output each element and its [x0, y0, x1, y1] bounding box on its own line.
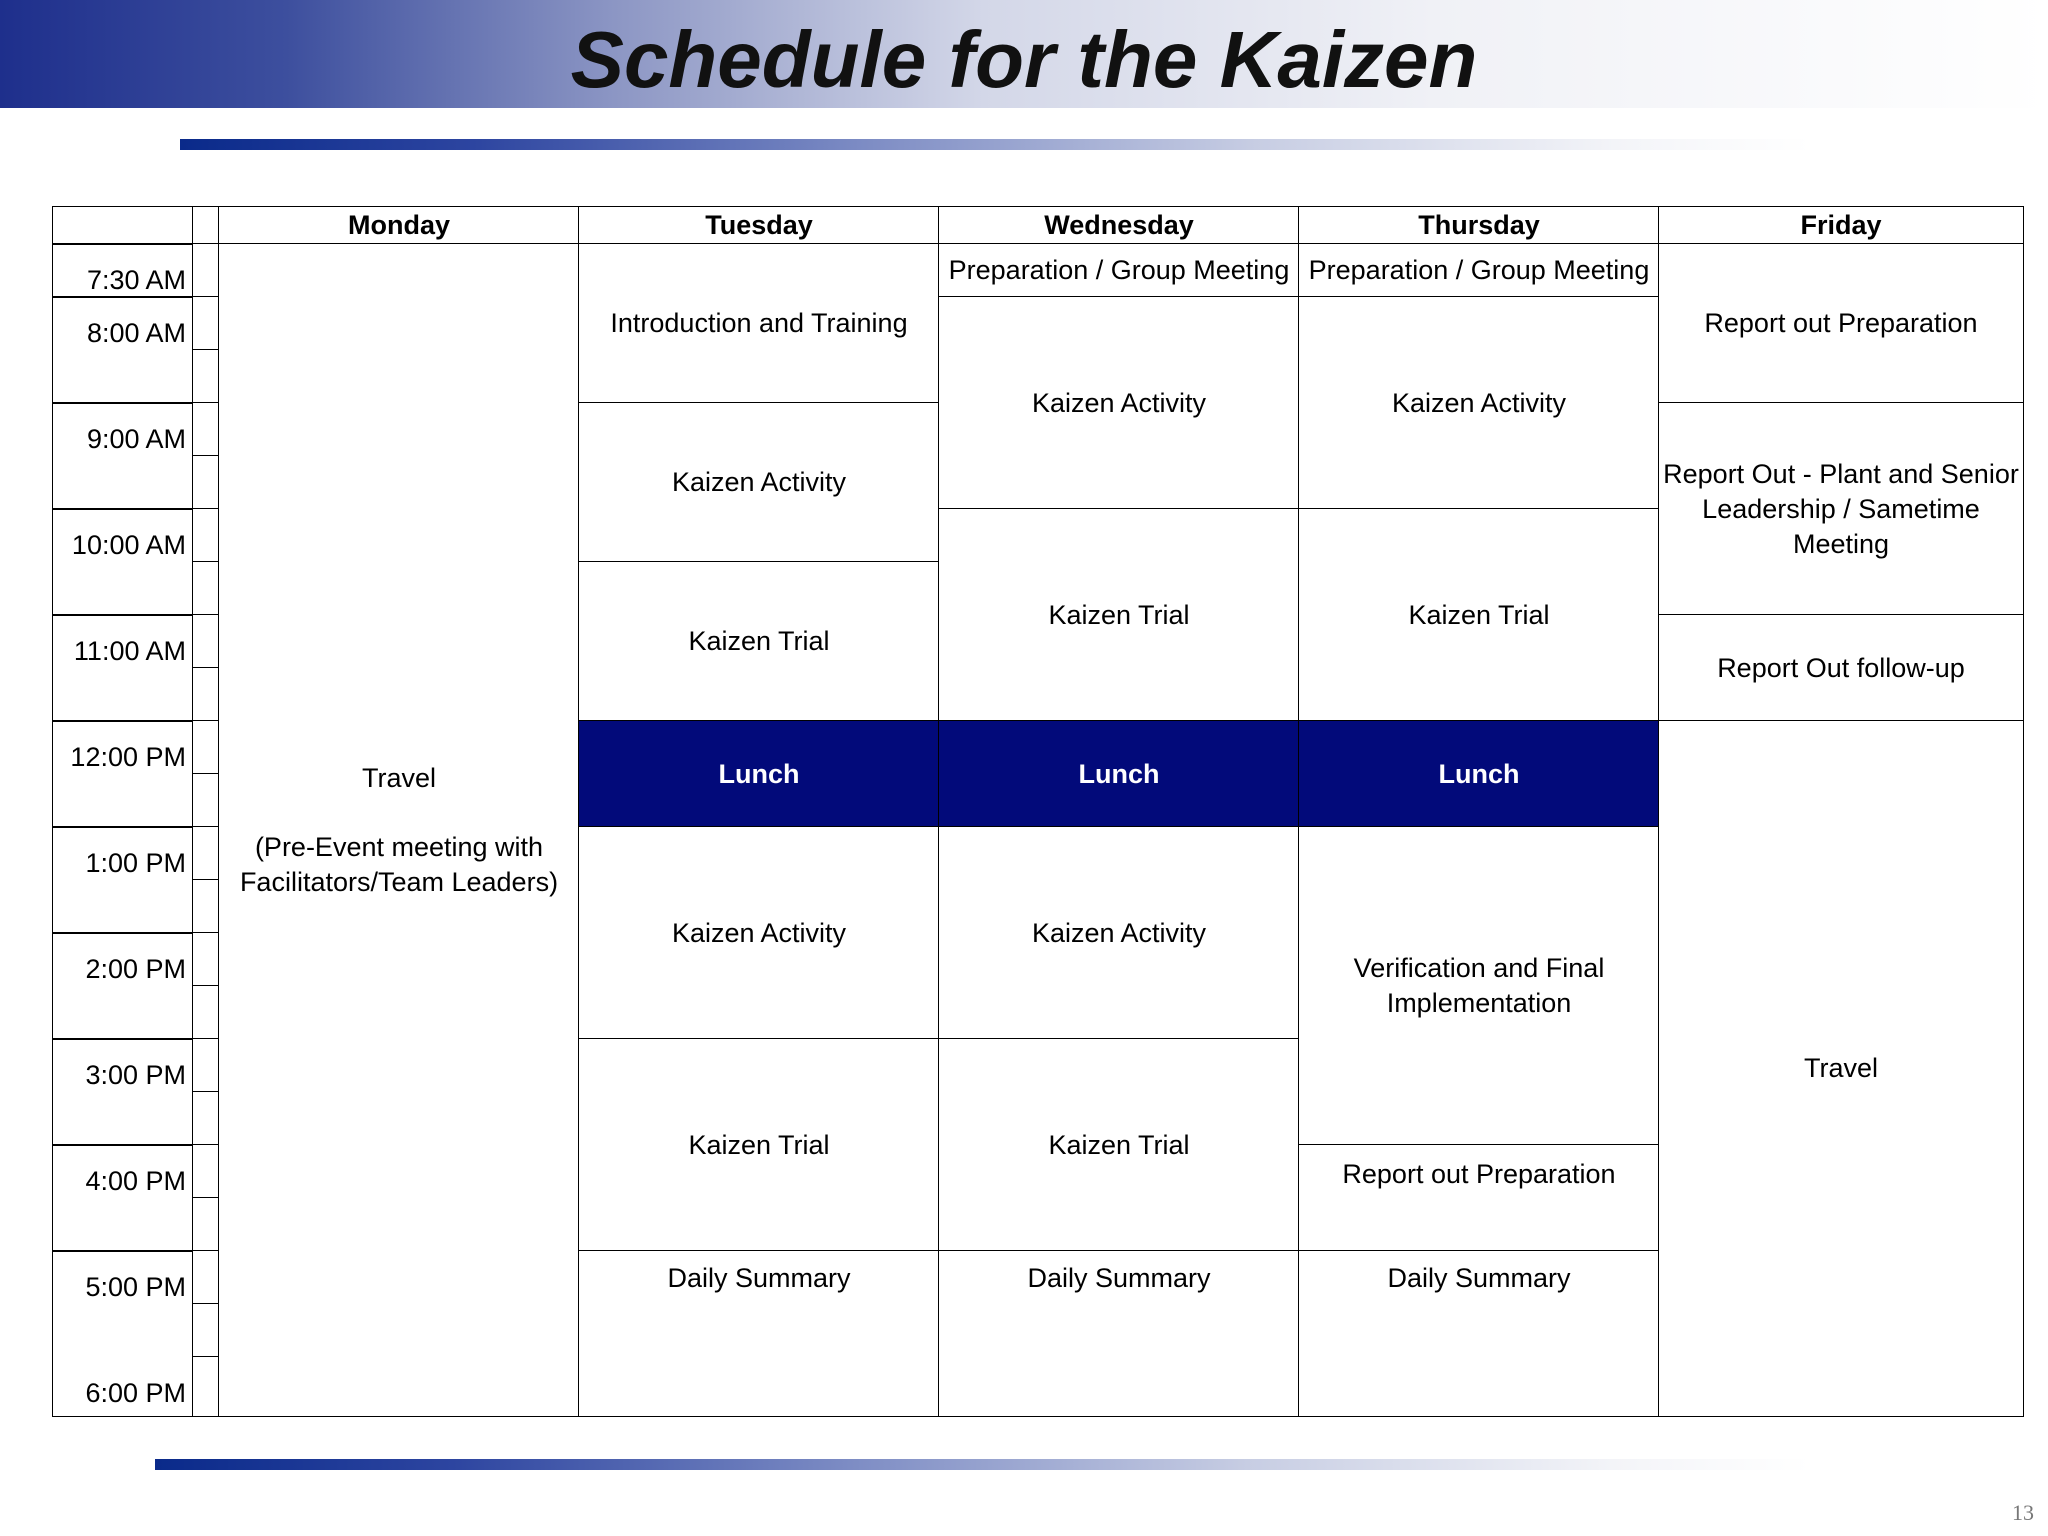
time-label: 4:00 PM	[85, 1166, 186, 1196]
half-hour-tick	[192, 1144, 220, 1199]
tuesday-kaizen-activity-pm: Kaizen Activity	[578, 826, 940, 1040]
wednesday-preparation-meeting: Preparation / Group Meeting	[938, 243, 1300, 298]
time-label: 10:00 AM	[71, 530, 186, 560]
half-hour-tick	[192, 879, 220, 934]
friday-travel: Travel	[1658, 720, 2024, 1417]
slide-title: Schedule for the Kaizen	[570, 15, 1478, 104]
tuesday-intro-training: Introduction and Training	[578, 243, 940, 404]
half-hour-tick	[192, 243, 220, 298]
page-number: 13	[2012, 1500, 2034, 1525]
tuesday-kaizen-trial-pm: Kaizen Trial	[578, 1038, 940, 1252]
time-label: 11:00 AM	[73, 636, 186, 666]
half-hour-tick	[192, 1197, 220, 1252]
day-header-friday: Friday	[1658, 206, 2024, 245]
half-hour-tick	[192, 826, 220, 881]
time-label: 6:00 PM	[85, 1378, 186, 1408]
time-label: 1:00 PM	[85, 848, 186, 878]
time-label: 3:00 PM	[85, 1060, 186, 1090]
half-hour-tick	[192, 296, 220, 351]
tuesday-lunch: Lunch	[578, 720, 940, 828]
time-label: 9:00 AM	[86, 424, 186, 454]
schedule-table	[52, 206, 2024, 1417]
half-hour-tick	[192, 1250, 220, 1305]
tuesday-daily-summary: Daily Summary	[578, 1250, 940, 1417]
time-label: 7:30 AM	[86, 265, 186, 295]
monday-travel-block	[218, 243, 580, 1417]
time-label: 2:00 PM	[85, 954, 186, 984]
half-hour-tick	[192, 773, 220, 828]
half-hour-tick	[192, 1091, 220, 1146]
header-tick-corner	[192, 206, 220, 245]
wednesday-lunch: Lunch	[938, 720, 1300, 828]
half-hour-tick	[192, 349, 220, 404]
wednesday-kaizen-activity-pm: Kaizen Activity	[938, 826, 1300, 1040]
half-hour-tick	[192, 402, 220, 457]
friday-report-out-preparation: Report out Preparation	[1658, 243, 2024, 404]
wednesday-daily-summary: Daily Summary	[938, 1250, 1300, 1417]
wednesday-kaizen-trial-am: Kaizen Trial	[938, 508, 1300, 722]
thursday-preparation-meeting: Preparation / Group Meeting	[1298, 243, 1660, 298]
thursday-report-out-preparation: Report out Preparation	[1298, 1144, 1660, 1252]
half-hour-tick	[192, 561, 220, 616]
bottom-divider	[155, 1459, 1810, 1470]
thursday-kaizen-trial-am: Kaizen Trial	[1298, 508, 1660, 722]
thursday-kaizen-activity-am: Kaizen Activity	[1298, 296, 1660, 510]
half-hour-tick	[192, 667, 220, 722]
half-hour-tick	[192, 614, 220, 669]
half-hour-tick	[192, 1038, 220, 1093]
time-label: 5:00 PM	[85, 1272, 186, 1302]
header-corner	[52, 206, 194, 245]
wednesday-kaizen-activity-am: Kaizen Activity	[938, 296, 1300, 510]
day-header-wednesday: Wednesday	[938, 206, 1300, 245]
monday-travel-label: Travel	[361, 762, 436, 793]
tuesday-kaizen-activity-am: Kaizen Activity	[578, 402, 940, 563]
half-hour-tick	[192, 1356, 220, 1417]
tuesday-kaizen-trial-am: Kaizen Trial	[578, 561, 940, 722]
friday-report-out-plant-leadership: Report Out - Plant and Senior Leadership / Sametime Meeting	[1658, 402, 2024, 616]
day-header-monday: Monday	[218, 206, 580, 245]
thursday-lunch: Lunch	[1298, 720, 1660, 828]
monday-pre-event-note: (Pre-Event meeting with Facilitators/Team Leaders)	[239, 831, 559, 897]
friday-report-out-followup: Report Out follow-up	[1658, 614, 2024, 722]
day-header-thursday: Thursday	[1298, 206, 1660, 245]
half-hour-tick	[192, 932, 220, 987]
half-hour-tick	[192, 508, 220, 563]
thursday-verification-implementation: Verification and Final Implementation	[1298, 826, 1660, 1146]
time-label: 12:00 PM	[70, 742, 186, 772]
half-hour-tick	[192, 455, 220, 510]
thursday-daily-summary: Daily Summary	[1298, 1250, 1660, 1417]
half-hour-tick	[192, 720, 220, 775]
half-hour-tick	[192, 985, 220, 1040]
top-divider	[180, 139, 1810, 150]
time-label: 8:00 AM	[86, 318, 186, 348]
half-hour-tick	[192, 1303, 220, 1358]
day-header-tuesday: Tuesday	[578, 206, 940, 245]
wednesday-kaizen-trial-pm: Kaizen Trial	[938, 1038, 1300, 1252]
